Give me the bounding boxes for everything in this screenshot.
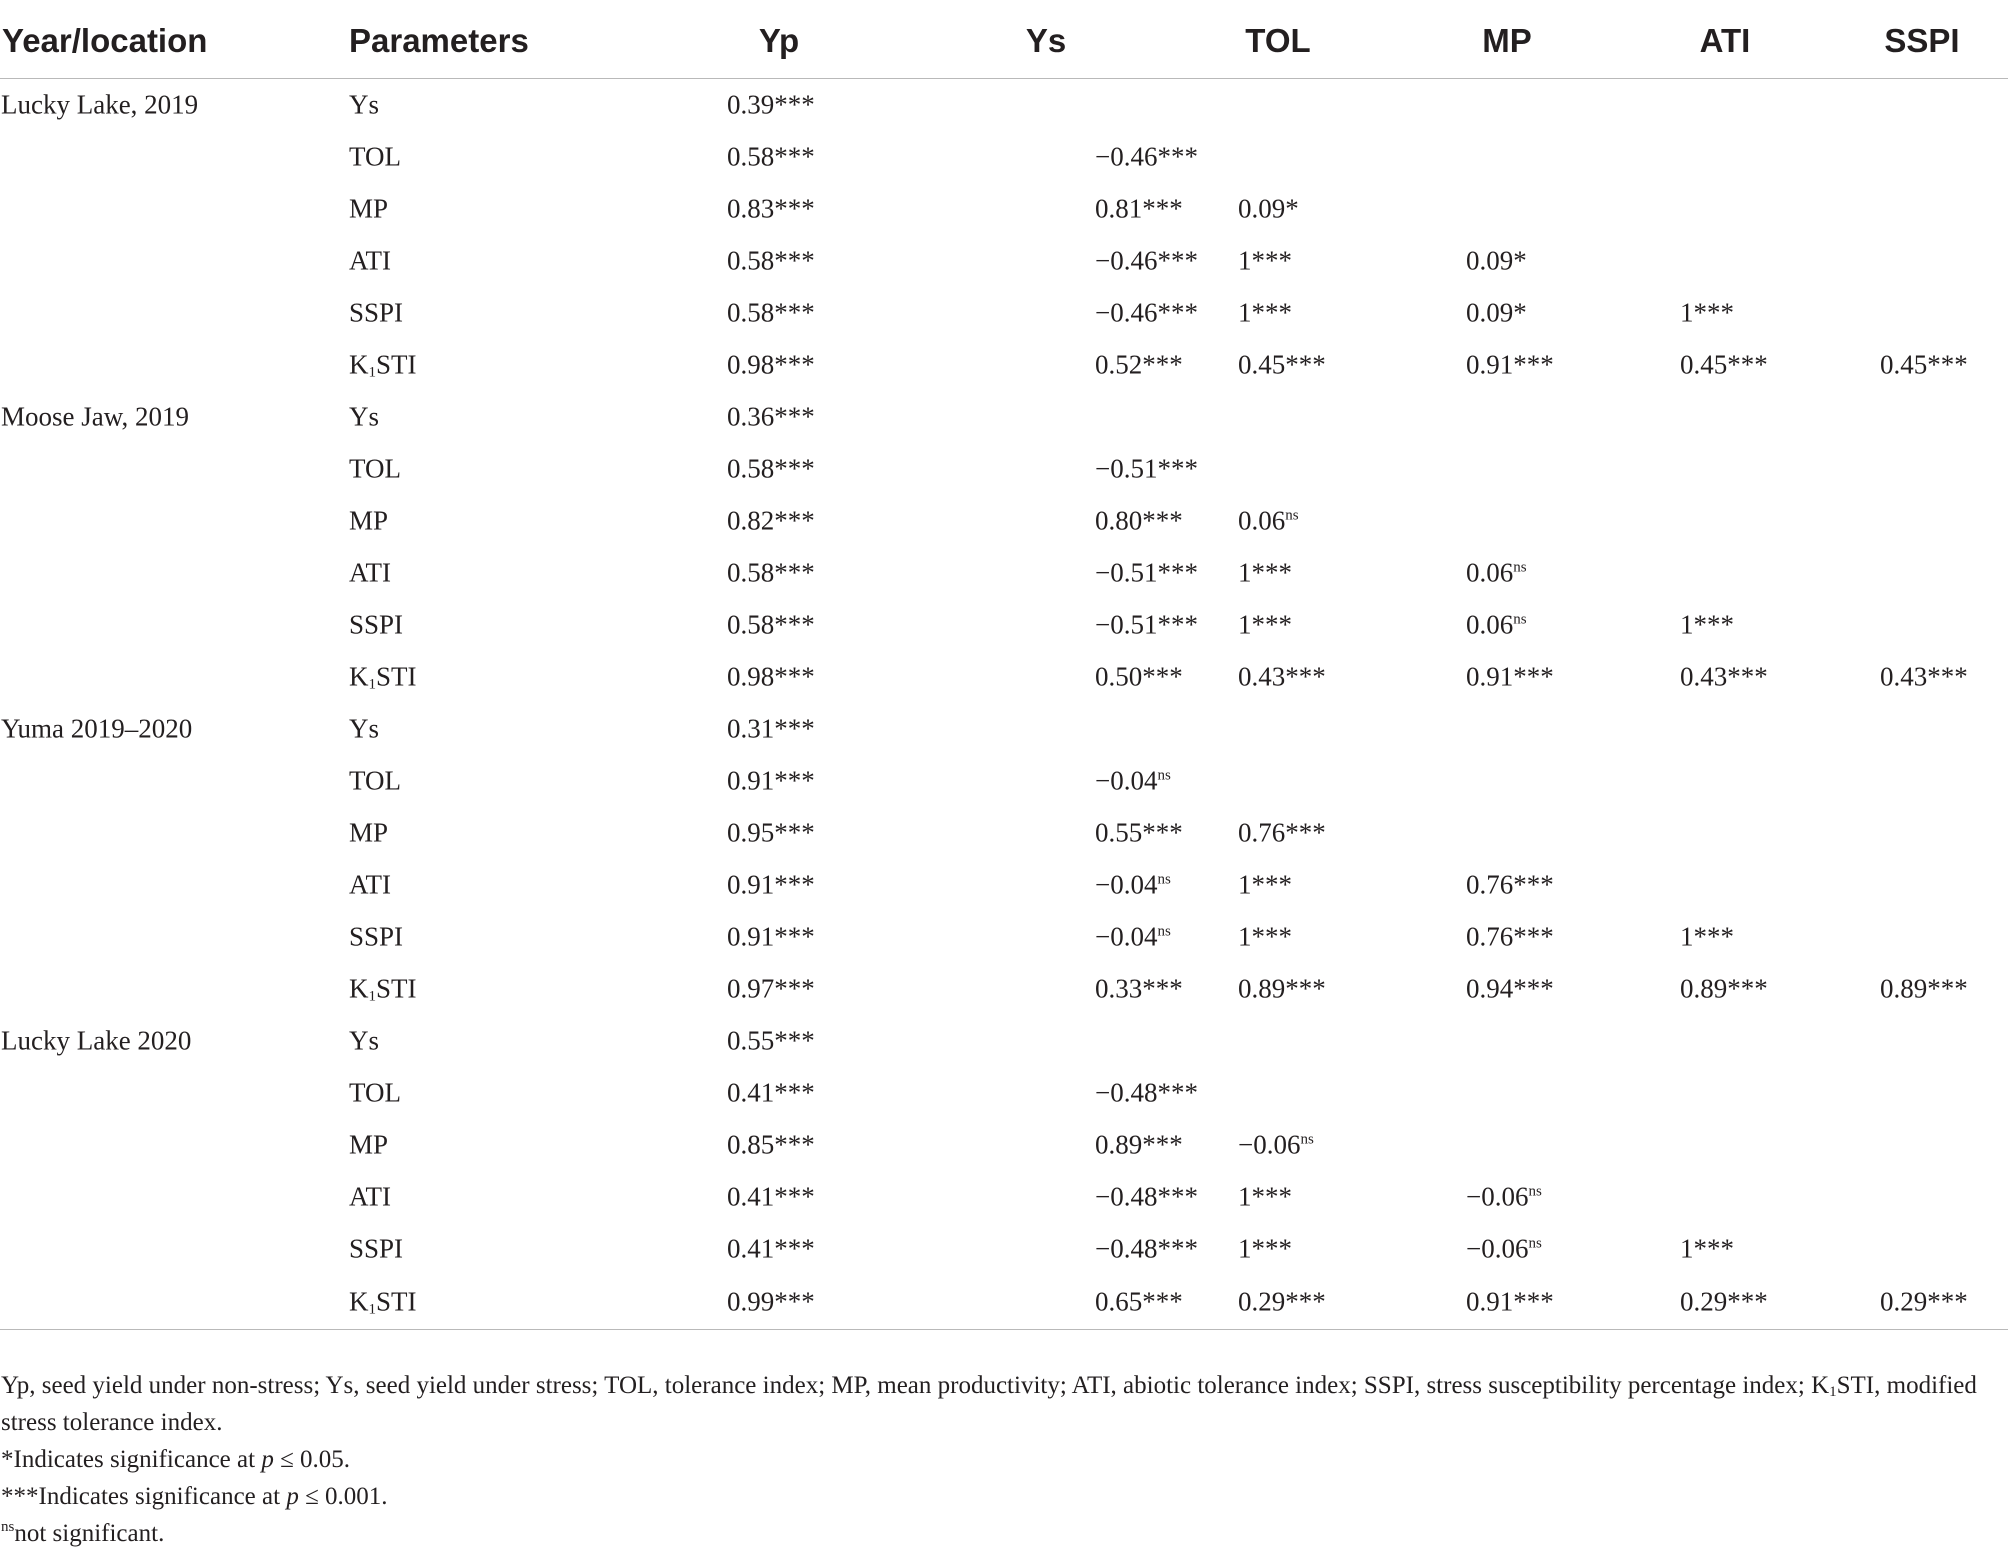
tol-value: 0.45*** — [1238, 349, 1326, 380]
parameter-label: SSPI — [349, 609, 404, 640]
tol-value: 0.29*** — [1238, 1286, 1326, 1317]
table-row-cells — [0, 443, 2008, 495]
yp-value: 0.55*** — [727, 1025, 815, 1056]
ati-value: 0.29*** — [1680, 1286, 1768, 1317]
ati-value: 1*** — [1680, 609, 1734, 640]
table-row — [0, 859, 2008, 911]
table-row — [0, 443, 2008, 495]
ys-value: 0.52*** — [1095, 349, 1183, 380]
table-row — [0, 1223, 2008, 1275]
table-row — [0, 287, 2008, 339]
mp-value: $-0.06^{ns}$ — [1466, 1233, 1542, 1264]
table-header-row — [0, 0, 2008, 79]
table-row — [0, 703, 2008, 755]
parameter-label: SSPI — [349, 297, 404, 328]
tol-value: 0.76*** — [1238, 817, 1326, 848]
parameter-label: MP — [349, 1129, 389, 1160]
yp-value: 0.58*** — [727, 141, 815, 172]
table-row — [0, 391, 2008, 443]
mp-value: 0.76*** — [1466, 921, 1554, 952]
yp-value: 0.41*** — [727, 1181, 815, 1212]
mp-value: 0.94*** — [1466, 973, 1554, 1004]
parameter-label: ATI — [349, 1181, 391, 1212]
parameter-label: $K_1STI$ — [349, 661, 417, 693]
ati-value: 1*** — [1680, 921, 1734, 952]
yp-value: 0.98*** — [727, 349, 815, 380]
table-row — [0, 1015, 2008, 1067]
ys-value: −0.48*** — [1095, 1181, 1198, 1212]
ys-value: −0.51*** — [1095, 557, 1198, 588]
parameter-label: MP — [349, 505, 389, 536]
footnote-abbreviations: Yp, seed yield under non-stress; Ys, seed yield under stress; TOL, tolerance index; MP, mean productivity; ATI, abiotic tolerance index; SSPI, stress susceptibility percentage index; $K_1STI$, modified stress tolerance index. — [1, 1372, 1977, 1436]
tol-value: 1*** — [1238, 557, 1292, 588]
ys-value: 0.89*** — [1095, 1129, 1183, 1160]
ys-value: 0.50*** — [1095, 661, 1183, 692]
column-header-mp: MP — [1482, 22, 1532, 59]
yp-value: 0.58*** — [727, 297, 815, 328]
tol-value: 1*** — [1238, 1181, 1292, 1212]
sspi-value: 0.45*** — [1880, 349, 1968, 380]
ati-value: 0.89*** — [1680, 973, 1768, 1004]
table-row-cells — [0, 963, 2008, 1015]
table-row-cells — [0, 1015, 2008, 1067]
table-row-cells — [0, 547, 2008, 599]
table-row-cells — [0, 235, 2008, 287]
mp-value: 0.09* — [1466, 245, 1527, 276]
table-row — [0, 755, 2008, 807]
yp-value: 0.91*** — [727, 921, 815, 952]
sspi-value: 0.89*** — [1880, 973, 1968, 1004]
parameter-label: ATI — [349, 245, 391, 276]
table-row — [0, 1067, 2008, 1119]
location-label: Yuma 2019–2020 — [1, 713, 193, 744]
ati-value: 1*** — [1680, 297, 1734, 328]
yp-value: 0.85*** — [727, 1129, 815, 1160]
yp-value: 0.31*** — [727, 713, 815, 744]
table-row-cells — [0, 391, 2008, 443]
yp-value: 0.91*** — [727, 765, 815, 796]
parameter-label: TOL — [349, 1077, 401, 1108]
parameter-label: Ys — [349, 1025, 380, 1056]
header-cell-group — [0, 0, 2008, 79]
yp-value: 0.58*** — [727, 453, 815, 484]
column-header-parameters: Parameters — [349, 22, 529, 59]
location-label: Lucky Lake 2020 — [1, 1025, 192, 1056]
parameter-label: ATI — [349, 869, 391, 900]
ys-value: 0.80*** — [1095, 505, 1183, 536]
yp-value: 0.91*** — [727, 869, 815, 900]
table-row-cells — [0, 807, 2008, 859]
table-row-cells — [0, 495, 2008, 547]
ati-value: 0.43*** — [1680, 661, 1768, 692]
table-row-cells — [0, 651, 2008, 703]
tol-value: 1*** — [1238, 869, 1292, 900]
tol-value: $0.06^{ns}$ — [1238, 505, 1299, 536]
ys-value: $-0.04^{ns}$ — [1095, 869, 1171, 900]
mp-value: 0.09* — [1466, 297, 1527, 328]
mp-value: $-0.06^{ns}$ — [1466, 1181, 1542, 1212]
column-header-yp: Yp — [758, 22, 800, 59]
column-header-year-location: Year/location — [2, 22, 208, 59]
ys-value: 0.65*** — [1095, 1286, 1183, 1317]
footnote-significance-05: *Indicates significance at p ≤ 0.05. — [1, 1446, 351, 1473]
tol-value: 0.89*** — [1238, 973, 1326, 1004]
column-header-ati: ATI — [1699, 22, 1751, 59]
footnote-not-significant: $^{ns}$not significant. — [1, 1519, 165, 1547]
table-row — [0, 495, 2008, 547]
parameter-label: Ys — [349, 89, 380, 120]
mp-value: 0.91*** — [1466, 1286, 1554, 1317]
ys-value: −0.48*** — [1095, 1233, 1198, 1264]
table-row — [0, 183, 2008, 235]
location-label: Moose Jaw, 2019 — [1, 401, 189, 432]
table-row-cells — [0, 79, 2008, 132]
yp-value: 0.82*** — [727, 505, 815, 536]
table-row — [0, 651, 2008, 703]
mp-value: $0.06^{ns}$ — [1466, 609, 1527, 640]
yp-value: 0.58*** — [727, 245, 815, 276]
parameter-label: $K_1STI$ — [349, 973, 417, 1005]
parameter-label: MP — [349, 817, 389, 848]
column-header-tol: TOL — [1245, 22, 1311, 59]
ys-value: $-0.04^{ns}$ — [1095, 921, 1171, 952]
tol-value: $-0.06^{ns}$ — [1238, 1129, 1314, 1160]
tol-value: 0.43*** — [1238, 661, 1326, 692]
yp-value: 0.98*** — [727, 661, 815, 692]
table-row-cells — [0, 859, 2008, 911]
table-row-cells — [0, 131, 2008, 183]
tol-value: 1*** — [1238, 921, 1292, 952]
tol-value: 1*** — [1238, 245, 1292, 276]
table-row-cells — [0, 1067, 2008, 1119]
table-row — [0, 963, 2008, 1015]
tol-value: 1*** — [1238, 609, 1292, 640]
ys-value: −0.51*** — [1095, 453, 1198, 484]
yp-value: 0.97*** — [727, 973, 815, 1004]
table-row-cells — [0, 1171, 2008, 1223]
yp-value: 0.58*** — [727, 609, 815, 640]
column-header-sspi: SSPI — [1884, 22, 1960, 59]
yp-value: 0.95*** — [727, 817, 815, 848]
yp-value: 0.41*** — [727, 1077, 815, 1108]
table-row — [0, 1171, 2008, 1223]
table-row — [0, 807, 2008, 859]
yp-value: 0.83*** — [727, 193, 815, 224]
location-label: Lucky Lake, 2019 — [1, 89, 199, 120]
tol-value: 0.09* — [1238, 193, 1299, 224]
yp-value: 0.36*** — [727, 401, 815, 432]
ati-value: 1*** — [1680, 1233, 1734, 1264]
sspi-value: 0.29*** — [1880, 1286, 1968, 1317]
table-row — [0, 1275, 2008, 1330]
ys-value: −0.46*** — [1095, 297, 1198, 328]
mp-value: 0.91*** — [1466, 661, 1554, 692]
ys-value: −0.48*** — [1095, 1077, 1198, 1108]
table-row-cells — [0, 1223, 2008, 1275]
table-row — [0, 79, 2008, 132]
table-row-cells — [0, 703, 2008, 755]
mp-value: 0.76*** — [1466, 869, 1554, 900]
ys-value: 0.55*** — [1095, 817, 1183, 848]
parameter-label: $K_1STI$ — [349, 349, 417, 381]
table-row-cells — [0, 599, 2008, 651]
parameter-label: MP — [349, 193, 389, 224]
parameter-label: TOL — [349, 765, 401, 796]
table-row — [0, 1119, 2008, 1171]
table-row-cells — [0, 1119, 2008, 1171]
table-row-cells — [0, 183, 2008, 235]
table-row — [0, 599, 2008, 651]
ys-value: −0.46*** — [1095, 245, 1198, 276]
table-row-cells — [0, 911, 2008, 963]
table-row-cells — [0, 755, 2008, 807]
table-row-cells — [0, 339, 2008, 391]
parameter-label: TOL — [349, 141, 401, 172]
ys-value: −0.51*** — [1095, 609, 1198, 640]
parameter-label: SSPI — [349, 921, 404, 952]
table-row — [0, 911, 2008, 963]
ati-value: 0.45*** — [1680, 349, 1768, 380]
parameter-label: $K_1STI$ — [349, 1286, 417, 1318]
ys-value: −0.46*** — [1095, 141, 1198, 172]
yp-value: 0.58*** — [727, 557, 815, 588]
yp-value: 0.39*** — [727, 89, 815, 120]
table-row — [0, 547, 2008, 599]
table-row — [0, 131, 2008, 183]
sspi-value: 0.43*** — [1880, 661, 1968, 692]
footnote-significance-001: ***Indicates significance at p ≤ 0.001. — [1, 1483, 388, 1510]
table-row — [0, 339, 2008, 391]
mp-value: 0.91*** — [1466, 349, 1554, 380]
parameter-label: SSPI — [349, 1233, 404, 1264]
tol-value: 1*** — [1238, 1233, 1292, 1264]
parameter-label: Ys — [349, 713, 380, 744]
parameter-label: Ys — [349, 401, 380, 432]
table-row — [0, 235, 2008, 287]
column-header-ys: Ys — [1025, 22, 1067, 59]
tol-value: 1*** — [1238, 297, 1292, 328]
table-row-cells — [0, 287, 2008, 339]
table-row-cells — [0, 1275, 2008, 1330]
parameter-label: ATI — [349, 557, 391, 588]
parameter-label: TOL — [349, 453, 401, 484]
mp-value: $0.06^{ns}$ — [1466, 557, 1527, 588]
ys-value: 0.33*** — [1095, 973, 1183, 1004]
yp-value: 0.41*** — [727, 1233, 815, 1264]
yp-value: 0.99*** — [727, 1286, 815, 1317]
ys-value: 0.81*** — [1095, 193, 1183, 224]
ys-value: $-0.04^{ns}$ — [1095, 765, 1171, 796]
table-footnotes — [1, 1367, 2001, 1552]
